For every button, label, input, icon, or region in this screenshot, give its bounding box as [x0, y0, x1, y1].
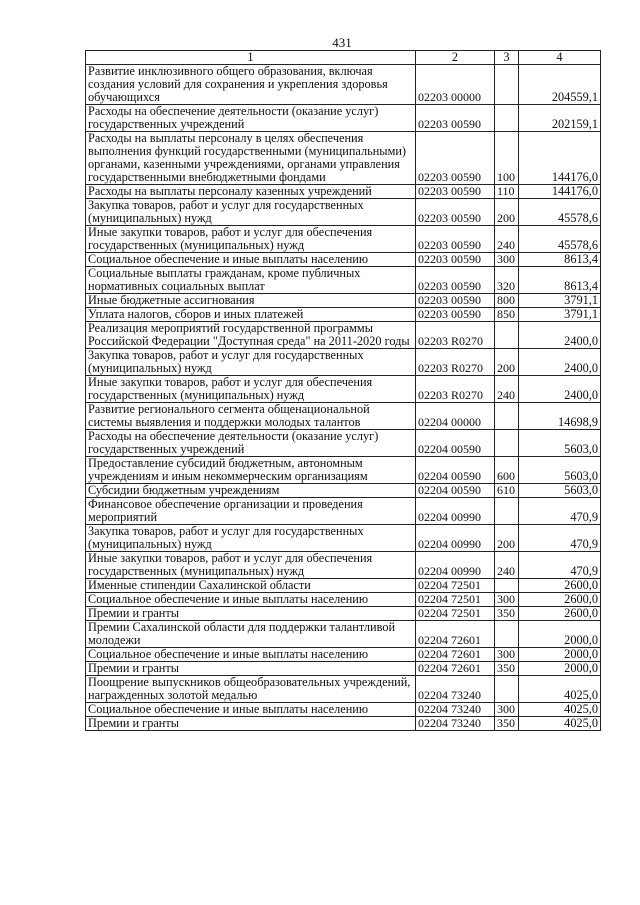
table-row [86, 294, 601, 308]
row-kind-cell: 240 [495, 376, 519, 403]
row-name-cell: Расходы на обеспечение деятельности (оказание услуг) государственных учреждений [86, 105, 416, 132]
row-code-cell: 02203 00590 [416, 105, 495, 132]
table-row [86, 703, 601, 717]
row-name-cell: Социальное обеспечение и иные выплаты населению [86, 253, 416, 267]
row-name-cell: Социальное обеспечение и иные выплаты населению [86, 593, 416, 607]
row-amount-cell: 3791,1 [519, 294, 601, 308]
row-code-cell: 02204 73240 [416, 703, 495, 717]
row-name-cell: Социальное обеспечение и иные выплаты населению [86, 648, 416, 662]
table-row [86, 403, 601, 430]
row-amount-cell: 5603,0 [519, 484, 601, 498]
table-row [86, 607, 601, 621]
row-code-cell: 02203 00590 [416, 185, 495, 199]
row-amount-cell: 3791,1 [519, 308, 601, 322]
row-code-cell: 02204 72601 [416, 662, 495, 676]
row-amount-cell: 5603,0 [519, 430, 601, 457]
row-amount-cell: 470,9 [519, 525, 601, 552]
table-row [86, 105, 601, 132]
row-amount-cell: 2400,0 [519, 376, 601, 403]
row-name-cell: Расходы на выплаты персоналу казенных учреждений [86, 185, 416, 199]
row-kind-cell [495, 403, 519, 430]
row-amount-cell: 45578,6 [519, 199, 601, 226]
table-row [86, 621, 601, 648]
table-header-row [86, 51, 601, 65]
row-kind-cell: 320 [495, 267, 519, 294]
row-amount-cell: 4025,0 [519, 703, 601, 717]
row-amount-cell: 470,9 [519, 552, 601, 579]
row-amount-cell: 2600,0 [519, 579, 601, 593]
row-name-cell: Социальные выплаты гражданам, кроме публичных нормативных социальных выплат [86, 267, 416, 294]
row-code-cell: 02204 00990 [416, 498, 495, 525]
budget-table [85, 50, 601, 731]
column-header: 1 [86, 51, 416, 65]
row-code-cell: 02204 72601 [416, 621, 495, 648]
row-name-cell: Предоставление субсидий бюджетным, автономным учреждениям и иным некоммерческим организациям [86, 457, 416, 484]
row-kind-cell [495, 105, 519, 132]
row-code-cell: 02204 00590 [416, 457, 495, 484]
row-code-cell: 02204 73240 [416, 676, 495, 703]
row-name-cell: Финансовое обеспечение организации и проведения мероприятий [86, 498, 416, 525]
row-amount-cell: 144176,0 [519, 132, 601, 185]
table-row [86, 648, 601, 662]
row-kind-cell: 300 [495, 593, 519, 607]
table-row [86, 267, 601, 294]
row-kind-cell: 350 [495, 717, 519, 731]
row-kind-cell: 100 [495, 132, 519, 185]
column-header: 2 [416, 51, 495, 65]
row-code-cell: 02203 R0270 [416, 322, 495, 349]
row-name-cell: Расходы на обеспечение деятельности (оказание услуг) государственных учреждений [86, 430, 416, 457]
row-amount-cell: 45578,6 [519, 226, 601, 253]
row-kind-cell: 600 [495, 457, 519, 484]
table-row [86, 662, 601, 676]
column-header: 3 [495, 51, 519, 65]
table-row [86, 579, 601, 593]
row-kind-cell: 240 [495, 552, 519, 579]
row-code-cell: 02204 00000 [416, 403, 495, 430]
row-name-cell: Закупка товаров, работ и услуг для государственных (муниципальных) нужд [86, 349, 416, 376]
row-amount-cell: 2000,0 [519, 648, 601, 662]
row-amount-cell: 4025,0 [519, 717, 601, 731]
table-row [86, 498, 601, 525]
row-name-cell: Расходы на выплаты персоналу в целях обеспечения выполнения функций государственными (муниципальными) органами, казенными учреждениями, органами управления государственными внебюджетными фондами [86, 132, 416, 185]
row-amount-cell: 8613,4 [519, 267, 601, 294]
row-amount-cell: 4025,0 [519, 676, 601, 703]
row-code-cell: 02203 00590 [416, 226, 495, 253]
row-name-cell: Развитие регионального сегмента общенациональной системы выявления и поддержки молодых талантов [86, 403, 416, 430]
row-code-cell: 02204 00590 [416, 430, 495, 457]
row-code-cell: 02203 00590 [416, 294, 495, 308]
row-code-cell: 02204 73240 [416, 717, 495, 731]
row-name-cell: Закупка товаров, работ и услуг для государственных (муниципальных) нужд [86, 525, 416, 552]
row-name-cell: Иные закупки товаров, работ и услуг для обеспечения государственных (муниципальных) нужд [86, 376, 416, 403]
table-row [86, 457, 601, 484]
row-code-cell: 02203 00590 [416, 267, 495, 294]
row-amount-cell: 2600,0 [519, 607, 601, 621]
table-row [86, 185, 601, 199]
row-kind-cell: 610 [495, 484, 519, 498]
table-row [86, 322, 601, 349]
row-code-cell: 02203 00590 [416, 132, 495, 185]
row-kind-cell: 200 [495, 199, 519, 226]
table-row [86, 484, 601, 498]
row-amount-cell: 2400,0 [519, 349, 601, 376]
row-name-cell: Развитие инклюзивного общего образования, включая создания условий для сохранения и укрепления здоровья обучающихся [86, 65, 416, 105]
row-code-cell: 02204 00990 [416, 525, 495, 552]
row-amount-cell: 2000,0 [519, 621, 601, 648]
row-code-cell: 02204 72501 [416, 579, 495, 593]
row-name-cell: Субсидии бюджетным учреждениям [86, 484, 416, 498]
row-name-cell: Иные закупки товаров, работ и услуг для обеспечения государственных (муниципальных) нужд [86, 226, 416, 253]
row-code-cell: 02204 72501 [416, 593, 495, 607]
row-name-cell: Премии и гранты [86, 607, 416, 621]
row-name-cell: Премии и гранты [86, 662, 416, 676]
row-kind-cell: 240 [495, 226, 519, 253]
table-row [86, 525, 601, 552]
row-name-cell: Именные стипендии Сахалинской области [86, 579, 416, 593]
row-code-cell: 02204 72601 [416, 648, 495, 662]
row-name-cell: Закупка товаров, работ и услуг для государственных (муниципальных) нужд [86, 199, 416, 226]
table-row [86, 132, 601, 185]
row-kind-cell: 300 [495, 703, 519, 717]
table-row [86, 376, 601, 403]
row-kind-cell: 110 [495, 185, 519, 199]
row-code-cell: 02203 00590 [416, 308, 495, 322]
row-amount-cell: 2000,0 [519, 662, 601, 676]
table-row [86, 676, 601, 703]
row-kind-cell [495, 579, 519, 593]
row-name-cell: Социальное обеспечение и иные выплаты населению [86, 703, 416, 717]
table-row [86, 65, 601, 105]
row-amount-cell: 5603,0 [519, 457, 601, 484]
row-amount-cell: 144176,0 [519, 185, 601, 199]
row-kind-cell [495, 498, 519, 525]
row-kind-cell: 800 [495, 294, 519, 308]
row-kind-cell [495, 65, 519, 105]
row-code-cell: 02203 00590 [416, 199, 495, 226]
table-row [86, 593, 601, 607]
table-row [86, 253, 601, 267]
row-amount-cell: 204559,1 [519, 65, 601, 105]
table-row [86, 552, 601, 579]
row-name-cell: Премии и гранты [86, 717, 416, 731]
table-row [86, 349, 601, 376]
table-row [86, 308, 601, 322]
row-code-cell: 02203 R0270 [416, 349, 495, 376]
row-kind-cell [495, 322, 519, 349]
row-kind-cell: 200 [495, 349, 519, 376]
row-name-cell: Уплата налогов, сборов и иных платежей [86, 308, 416, 322]
row-code-cell: 02204 00590 [416, 484, 495, 498]
row-amount-cell: 2600,0 [519, 593, 601, 607]
row-name-cell: Премии Сахалинской области для поддержки талантливой молодежи [86, 621, 416, 648]
table-row [86, 717, 601, 731]
table-row [86, 199, 601, 226]
row-kind-cell: 350 [495, 662, 519, 676]
row-code-cell: 02203 00590 [416, 253, 495, 267]
row-amount-cell: 2400,0 [519, 322, 601, 349]
row-name-cell: Иные закупки товаров, работ и услуг для обеспечения государственных (муниципальных) нужд [86, 552, 416, 579]
row-name-cell: Поощрение выпускников общеобразовательных учреждений, награжденных золотой медалью [86, 676, 416, 703]
row-name-cell: Реализация мероприятий государственной программы Российской Федерации "Доступная среда" на 2011-2020 годы [86, 322, 416, 349]
row-kind-cell [495, 621, 519, 648]
row-code-cell: 02204 00990 [416, 552, 495, 579]
row-name-cell: Иные бюджетные ассигнования [86, 294, 416, 308]
page-number: 431 [332, 35, 352, 50]
table-row [86, 226, 601, 253]
row-kind-cell [495, 676, 519, 703]
column-header: 4 [519, 51, 601, 65]
row-kind-cell: 200 [495, 525, 519, 552]
row-amount-cell: 14698,9 [519, 403, 601, 430]
row-code-cell: 02204 72501 [416, 607, 495, 621]
table-row [86, 430, 601, 457]
row-code-cell: 02203 00000 [416, 65, 495, 105]
row-kind-cell [495, 430, 519, 457]
row-amount-cell: 202159,1 [519, 105, 601, 132]
row-code-cell: 02203 R0270 [416, 376, 495, 403]
row-kind-cell: 300 [495, 253, 519, 267]
row-amount-cell: 470,9 [519, 498, 601, 525]
row-amount-cell: 8613,4 [519, 253, 601, 267]
row-kind-cell: 350 [495, 607, 519, 621]
row-kind-cell: 300 [495, 648, 519, 662]
row-kind-cell: 850 [495, 308, 519, 322]
